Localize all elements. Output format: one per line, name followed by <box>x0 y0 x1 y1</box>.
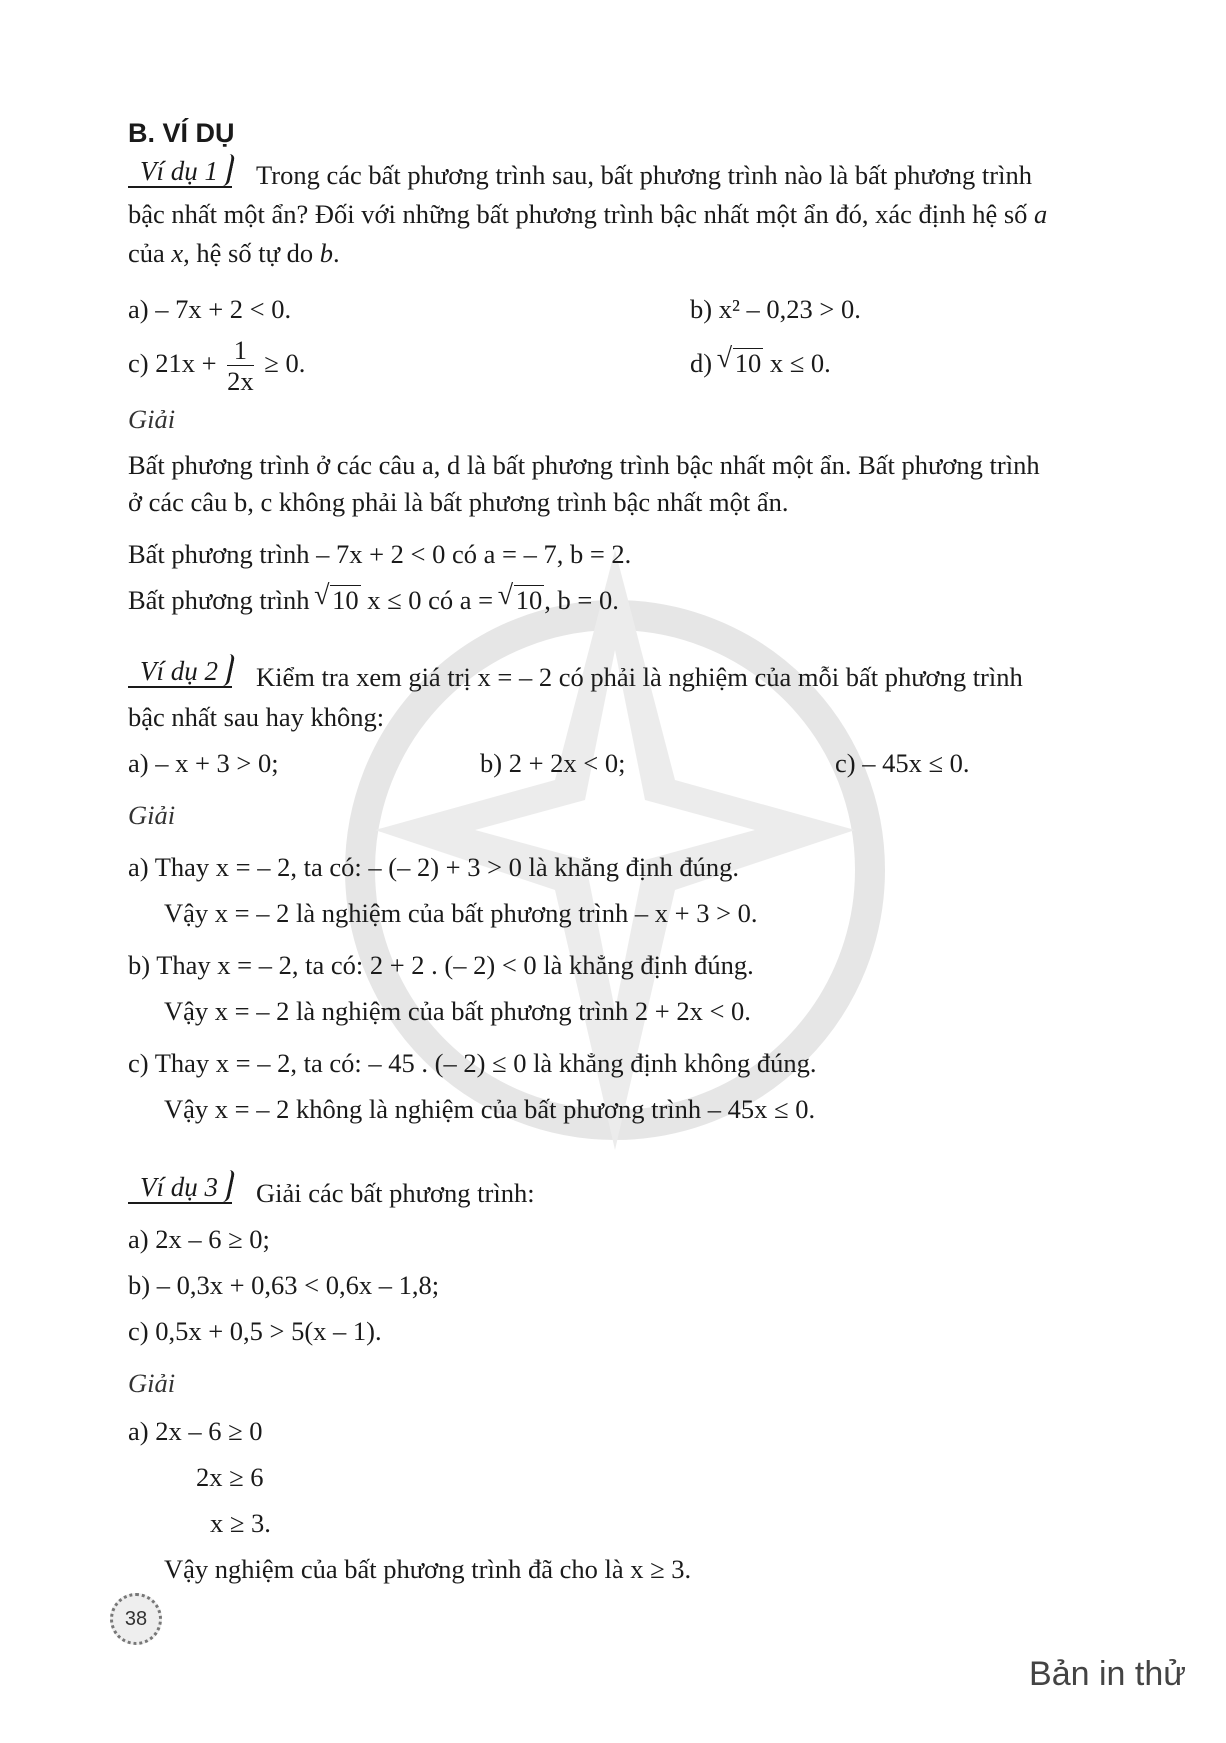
ex2-prompt-line1: Kiểm tra xem giá trị x = – 2 có phải là nghiệm của mỗi bất phương trình <box>256 662 1023 692</box>
ex1-solution-line2: ở các câu b, c không phải là bất phương trình bậc nhất một ẩn. <box>128 487 789 517</box>
ex3-solution-step2: 2x ≥ 6 <box>196 1462 264 1492</box>
square-root: √ 10 <box>514 585 545 614</box>
ex2-item-a: a) – x + 3 > 0; <box>128 748 279 778</box>
ex2-solution-b: b) Thay x = – 2, ta có: 2 + 2 . (– 2) < 0 là khẳng định đúng. <box>128 950 754 980</box>
ex2-solution-c: c) Thay x = – 2, ta có: – 45 . (– 2) ≤ 0 là khẳng định không đúng. <box>128 1048 817 1078</box>
example-3-label: Ví dụ 3 <box>128 1172 232 1204</box>
ex1-item-c: c) 21x + $\frac{1}{2x}$ ≥ 0. <box>128 335 306 397</box>
ex3-prompt: Giải các bất phương trình: <box>256 1178 535 1208</box>
ex2-item-b: b) 2 + 2x < 0; <box>480 748 626 778</box>
ex1-prompt-line1: Trong các bất phương trình sau, bất phương trình nào là bất phương trình <box>256 160 1032 190</box>
ex3-solution-step1: a) 2x – 6 ≥ 0 <box>128 1416 263 1446</box>
ex3-item-b: b) – 0,3x + 0,63 < 0,6x – 1,8; <box>128 1270 440 1300</box>
ex3-item-c: c) 0,5x + 0,5 > 5(x – 1). <box>128 1316 382 1346</box>
ex1-item-a: a) – 7x + 2 < 0. <box>128 294 292 324</box>
ex1-prompt-line3: của x, hệ số tự do b. <box>128 238 340 268</box>
ex1-prompt-line2: bậc nhất một ẩn? Đối với những bất phương trình bậc nhất một ẩn đó, xác định hệ số a <box>128 199 1048 229</box>
ex1-item-b: b) x² – 0,23 > 0. <box>690 294 861 324</box>
ex1-solution-line3: Bất phương trình – 7x + 2 < 0 có a = – 7, b = 2. <box>128 539 632 569</box>
ex1-solution-line4: Bất phương trình √ 10 x ≤ 0 có a = √ 10, b = 0. <box>128 583 619 617</box>
ex2-prompt-line2: bậc nhất sau hay không: <box>128 702 385 732</box>
example-1-label: Ví dụ 1 <box>128 156 232 188</box>
ex2-solution-a: a) Thay x = – 2, ta có: – (– 2) + 3 > 0 là khẳng định đúng. <box>128 852 740 882</box>
ex2-item-c: c) – 45x ≤ 0. <box>835 748 970 778</box>
ex2-solution-b-conclusion: Vậy x = – 2 là nghiệm của bất phương trình 2 + 2x < 0. <box>164 996 751 1026</box>
ex2-solution-label: Giải <box>128 800 176 830</box>
ex3-solution-conclusion: Vậy nghiệm của bất phương trình đã cho là x ≥ 3. <box>164 1554 692 1584</box>
ex3-solution-step3: x ≥ 3. <box>210 1508 271 1538</box>
ex3-solution-label: Giải <box>128 1368 176 1398</box>
fraction: $\frac{1}{2x}$ <box>227 335 254 397</box>
ex2-solution-c-conclusion: Vậy x = – 2 không là nghiệm của bất phương trình – 45x ≤ 0. <box>164 1094 816 1124</box>
ex1-solution-label: Giải <box>128 404 176 434</box>
ex2-solution-a-conclusion: Vậy x = – 2 là nghiệm của bất phương trình – x + 3 > 0. <box>164 898 758 928</box>
ex3-item-a: a) 2x – 6 ≥ 0; <box>128 1224 270 1254</box>
section-title: B. VÍ DỤ <box>128 118 235 148</box>
example-2-label: Ví dụ 2 <box>128 656 232 688</box>
proof-print-mark: Bản in thử <box>1029 1655 1186 1693</box>
ex1-solution-line1: Bất phương trình ở các câu a, d là bất phương trình bậc nhất một ẩn. Bất phương trình <box>128 450 1040 480</box>
page-number-badge: 38 <box>110 1593 162 1645</box>
square-root: √ 10 <box>733 348 764 377</box>
square-root: √ 10 <box>330 585 361 614</box>
ex1-item-d: d) √ 10 x ≤ 0. <box>690 346 831 380</box>
